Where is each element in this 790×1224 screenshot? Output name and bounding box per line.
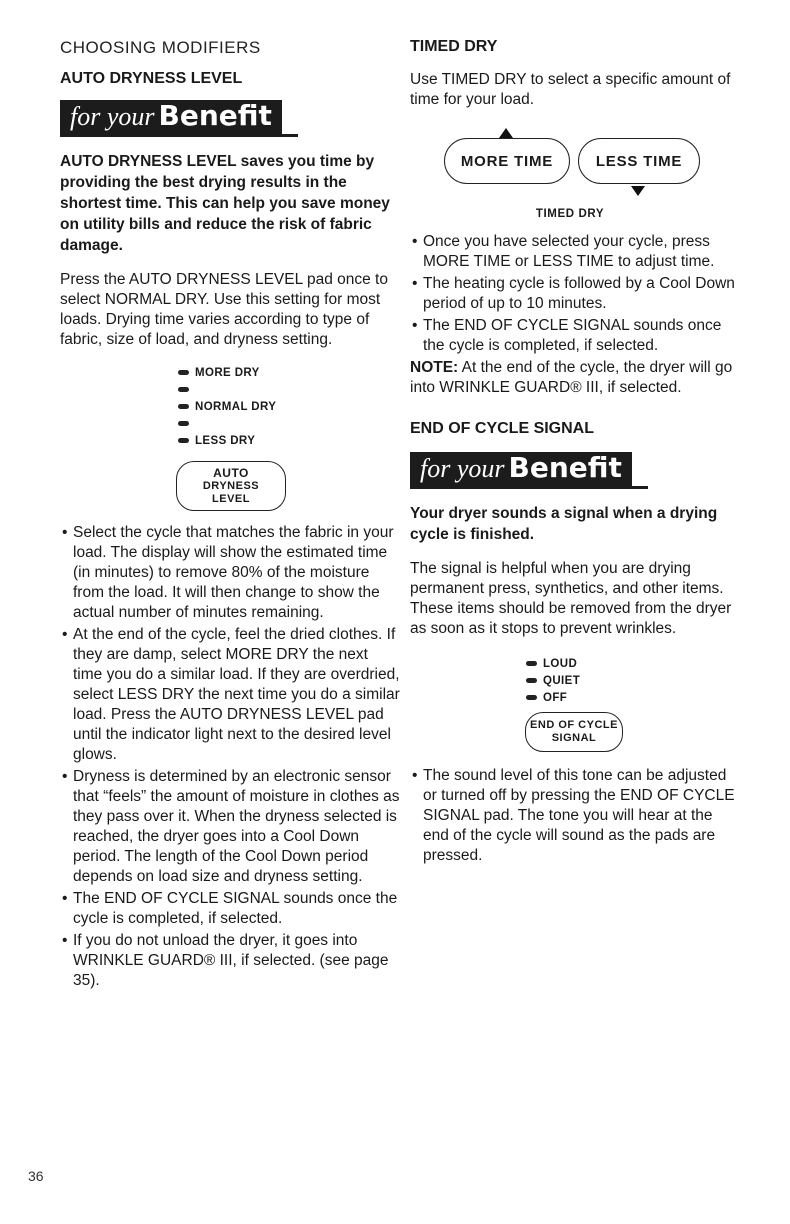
auto-dryness-heading: AUTO DRYNESS LEVEL: [60, 70, 243, 87]
arrow-up-icon: [499, 128, 513, 138]
note-text: At the end of the cycle, the dryer will go into WRINKLE GUARD® III, if selected.: [410, 359, 733, 396]
timed-dry-caption: TIMED DRY: [535, 208, 605, 220]
banner-big-text: Benefit: [158, 99, 272, 132]
signal-bullets: [410, 766, 740, 866]
list-item: • Dryness is determined by an electronic sensor that “feels” the amount of moisture in clothes as they pass over it. When the dryness selected is reached, the dryer goes into a Cool Down period. The length of the Cool Down period depends on load size and dryness setting.: [60, 767, 400, 887]
indicator-more-dry: MORE DRY: [178, 364, 400, 381]
arrow-down-icon: [631, 186, 645, 196]
dryness-indicator-list: [178, 364, 400, 449]
indicator-light-icon: [178, 421, 189, 426]
list-item: • The heating cycle is followed by a Cool Down period of up to 10 minutes.: [410, 274, 740, 314]
indicator-quiet: QUIET: [526, 672, 740, 689]
banner-big-text: Benefit: [508, 451, 622, 484]
indicator-light-icon: [178, 438, 189, 443]
list-item: • If you do not unload the dryer, it goes into WRINKLE GUARD® III, if selected. (see page 35).: [60, 931, 400, 991]
signal-benefit-text: Your dryer sounds a signal when a drying cycle is finished.: [410, 505, 718, 543]
end-of-cycle-signal-pad[interactable]: END OF CYCLE SIGNAL: [525, 712, 623, 752]
indicator-off: OFF: [526, 689, 740, 706]
auto-dryness-intro: Press the AUTO DRYNESS LEVEL pad once to select NORMAL DRY. Use this setting for most loads. Drying time varies according to type of fabric, size of load, and dryness setting.: [60, 271, 388, 348]
banner-small-text: for your: [70, 102, 155, 131]
indicator-light-icon: [526, 695, 537, 700]
auto-dryness-level-pad[interactable]: AUTO DRYNESS LEVEL: [176, 461, 286, 511]
benefit-text: AUTO DRYNESS LEVEL saves you time by providing the best drying results in the shortest time. This can help you save money on utility bills and reduce the risk of fabric damage.: [60, 153, 390, 254]
indicator-light-icon: [526, 678, 537, 683]
indicator-normal-dry: NORMAL DRY: [178, 398, 400, 415]
indicator-light-icon: [526, 661, 537, 666]
indicator-less-dry: LESS DRY: [178, 432, 400, 449]
timed-dry-bullets: [410, 232, 740, 356]
section-title: CHOOSING MODIFIERS: [60, 38, 261, 57]
indicator-unlabeled: [178, 381, 400, 398]
note-label: NOTE:: [410, 359, 459, 376]
left-column: [60, 38, 400, 993]
signal-indicator-list: [526, 655, 740, 706]
list-item: • At the end of the cycle, feel the dried clothes. If they are damp, select MORE DRY the next time you do a similar load. If they are overdried, select LESS DRY the next time you do a similar load. Press the AUTO DRYNESS LEVEL pad until the indicator light next to the desired level glows.: [60, 625, 400, 765]
indicator-light-icon: [178, 370, 189, 375]
timed-dry-pads: [410, 126, 740, 206]
benefit-banner: [60, 100, 282, 134]
signal-intro: The signal is helpful when you are drying permanent press, synthetics, and other items. These items should be removed from the dryer as soon as it stops to prevent wrinkles.: [410, 560, 732, 637]
indicator-light-icon: [178, 404, 189, 409]
indicator-unlabeled: [178, 415, 400, 432]
timed-dry-note: [410, 358, 740, 398]
timed-dry-heading: TIMED DRY: [410, 38, 498, 55]
indicator-light-icon: [178, 387, 189, 392]
banner-rule: [60, 134, 298, 137]
list-item: • The END OF CYCLE SIGNAL sounds once the cycle is completed, if selected.: [60, 889, 400, 929]
list-item: • Once you have selected your cycle, press MORE TIME or LESS TIME to adjust time.: [410, 232, 740, 272]
auto-dryness-bullets: [60, 523, 400, 991]
timed-dry-intro: Use TIMED DRY to select a specific amount of time for your load.: [410, 71, 731, 108]
banner-small-text: for your: [420, 454, 505, 483]
page-number: 36: [28, 1168, 44, 1184]
benefit-banner: [410, 452, 632, 486]
indicator-loud: LOUD: [526, 655, 740, 672]
list-item: • The END OF CYCLE SIGNAL sounds once the cycle is completed, if selected.: [410, 316, 740, 356]
banner-rule: [410, 486, 648, 489]
list-item: • Select the cycle that matches the fabric in your load. The display will show the estimated time (in minutes) to remove 80% of the moisture from the load. It will then change to show the actual number of minutes remaining.: [60, 523, 400, 623]
less-time-button[interactable]: LESS TIME: [578, 138, 700, 184]
list-item: • The sound level of this tone can be adjusted or turned off by pressing the END OF CYCLE SIGNAL pad. The tone you will hear at the end of the cycle will sound as the pads are pressed.: [410, 766, 740, 866]
end-of-cycle-heading: END OF CYCLE SIGNAL: [410, 420, 595, 437]
right-column: [410, 38, 740, 868]
more-time-button[interactable]: MORE TIME: [444, 138, 570, 184]
